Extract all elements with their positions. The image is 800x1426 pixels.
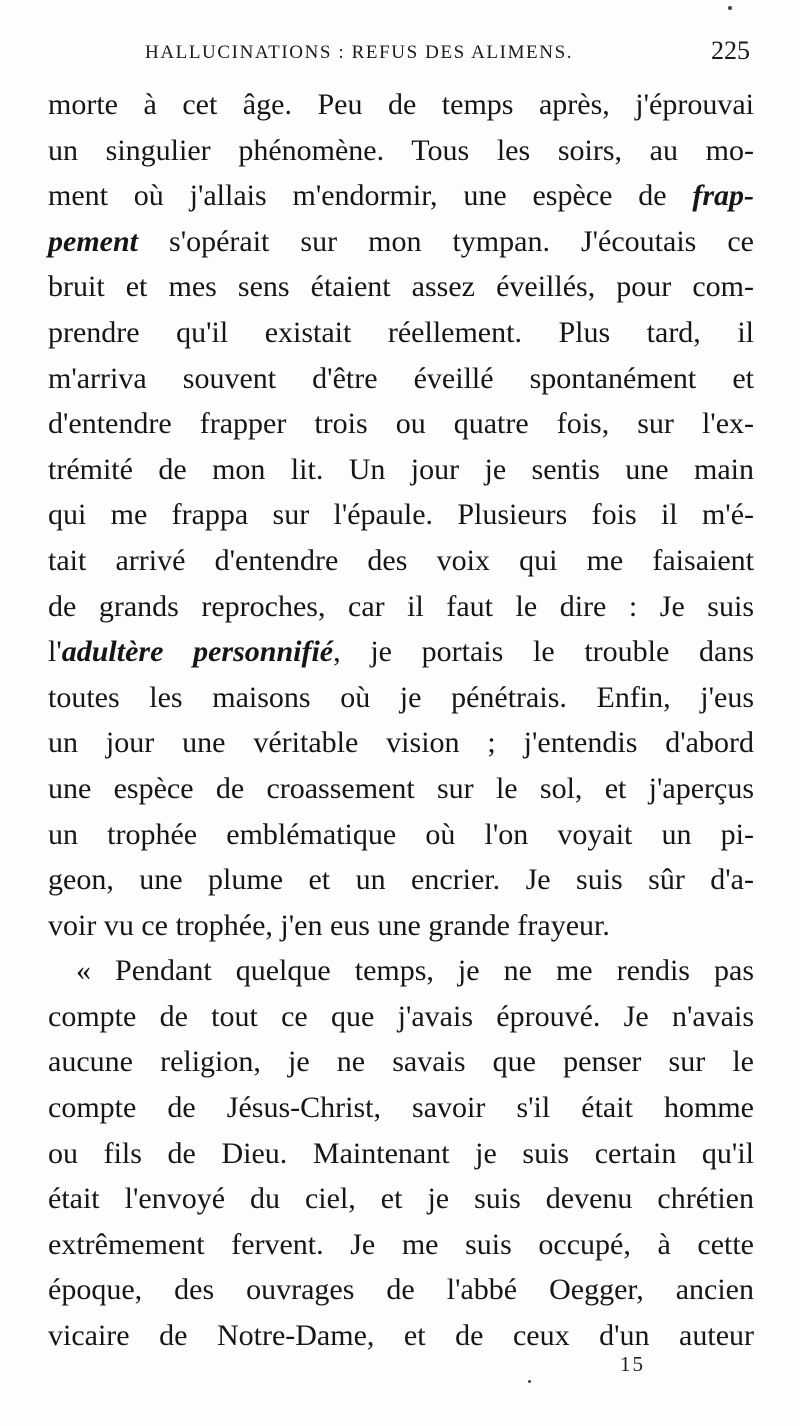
line-text: un trophée emblématique où l'on voyait un pi- — [48, 817, 754, 851]
text-line — [48, 766, 754, 812]
line-text: tait arrivé d'entendre des voix qui me faisaient — [48, 543, 754, 577]
line-text: un singulier phénomène. Tous les soirs, au mo- — [48, 133, 754, 167]
page-number: 225 — [711, 36, 750, 65]
text-line — [48, 1039, 754, 1085]
text-line — [48, 1313, 754, 1359]
line-text: bruit et mes sens étaient assez éveillés, pour com- — [48, 270, 754, 304]
emphasis-text: pement — [48, 224, 138, 258]
text-line — [48, 219, 754, 265]
line-text: toutes les maisons où je pénétrais. Enfin, j'eus — [48, 680, 754, 714]
text-line — [48, 1085, 754, 1131]
ink-speck — [728, 6, 732, 10]
emphasis-text: frap- — [692, 179, 754, 213]
line-text: extrêmement fervent. Je me suis occupé, à cette — [48, 1227, 754, 1261]
text-line — [48, 584, 754, 630]
text-line — [48, 538, 754, 584]
line-text: ou fils de Dieu. Maintenant je suis certain qu'il — [48, 1136, 754, 1170]
text-line — [48, 857, 754, 903]
line-text: vicaire de Notre-Dame, et de ceux d'un auteur — [48, 1319, 754, 1353]
text-line — [48, 401, 754, 447]
text-line — [48, 447, 754, 493]
running-head — [145, 34, 750, 70]
text-line — [48, 356, 754, 402]
text-line — [48, 128, 754, 174]
text-line — [48, 994, 754, 1040]
text-line — [48, 675, 754, 721]
text-line — [48, 492, 754, 538]
line-text: était l'envoyé du ciel, et je suis devenu chrétien — [48, 1182, 754, 1216]
line-text: m'arriva souvent d'être éveillé spontanément et — [48, 361, 754, 395]
text-line — [48, 1131, 754, 1177]
text-line — [48, 720, 754, 766]
line-text: voir vu ce trophée, j'en eus une grande frayeur. — [48, 908, 610, 942]
running-title: HALLUCINATIONS : REFUS DES ALIMENS. — [145, 42, 574, 63]
text-line — [48, 1176, 754, 1222]
ink-speck — [528, 1380, 531, 1383]
line-text: geon, une plume et un encrier. Je suis sûr d'a- — [48, 863, 754, 897]
line-text: compte de Jésus-Christ, savoir s'il était homme — [48, 1091, 754, 1125]
text-line — [48, 1267, 754, 1313]
line-text: ment où j'allais m'endormir, une espèce de — [48, 179, 693, 213]
line-text: trémité de mon lit. Un jour je sentis une main — [48, 452, 754, 486]
line-text: aucune religion, je ne savais que penser sur le — [48, 1045, 754, 1079]
emphasis-text: adultère personnifié — [61, 635, 334, 669]
signature-mark: 15 — [620, 1352, 645, 1376]
line-text: de grands reproches, car il faut le dire : Je suis — [48, 589, 754, 623]
line-text: prendre qu'il existait réellement. Plus tard, il — [48, 315, 754, 349]
line-text: , je portais le trouble dans — [333, 635, 755, 669]
text-line — [48, 1222, 754, 1268]
line-text: d'entendre frapper trois ou quatre fois, sur l'ex- — [48, 407, 754, 441]
text-line — [48, 310, 754, 356]
text-line — [48, 948, 754, 994]
line-text: époque, des ouvrages de l'abbé Oegger, ancien — [48, 1273, 754, 1307]
body-text — [48, 82, 754, 1359]
line-text: une espèce de croassement sur le sol, et j'aperçus — [48, 771, 754, 805]
line-text: compte de tout ce que j'avais éprouvé. Je n'avais — [48, 999, 754, 1033]
line-text: qui me frappa sur l'épaule. Plusieurs fois il m'é- — [48, 498, 754, 532]
line-text: s'opérait sur mon tympan. J'écoutais ce — [138, 224, 754, 258]
text-line — [48, 903, 754, 949]
line-text: l' — [48, 635, 62, 669]
line-text: morte à cet âge. Peu de temps après, j'éprouvai — [48, 88, 754, 121]
text-line — [48, 264, 754, 310]
text-line — [48, 629, 754, 675]
text-line — [48, 173, 754, 219]
line-text: un jour une véritable vision ; j'entendis d'abord — [48, 726, 754, 760]
text-line — [48, 82, 754, 128]
line-text: « Pendant quelque temps, je ne me rendis pas — [76, 954, 754, 988]
text-line — [48, 812, 754, 858]
